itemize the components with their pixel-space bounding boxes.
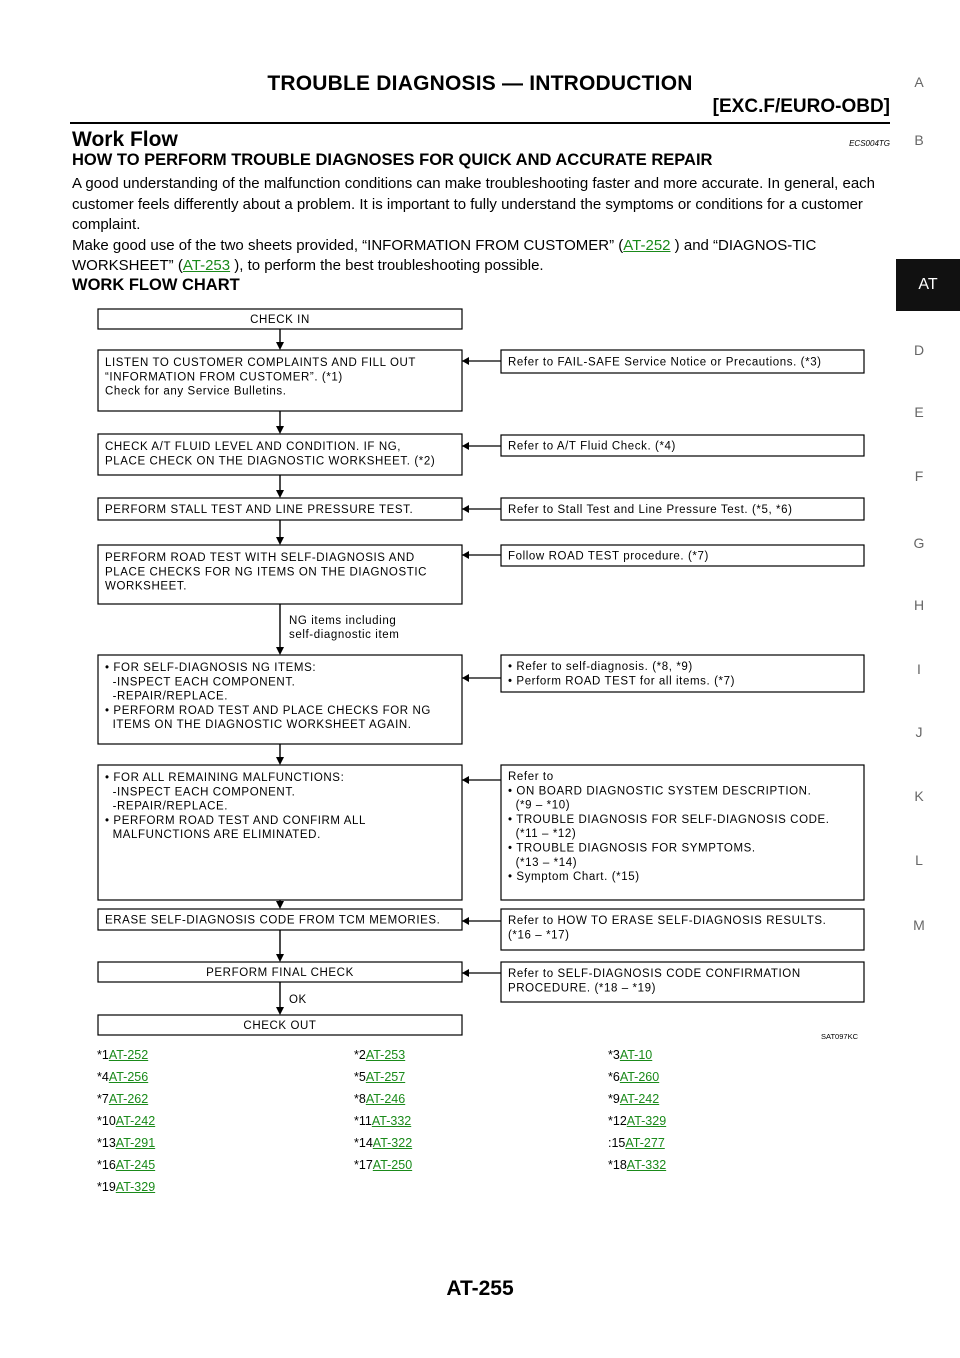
reference-item <box>97 1136 155 1150</box>
flow-note-text: Refer to <box>508 771 554 783</box>
flow-note-text: (*9 – *10) <box>508 799 571 812</box>
section-code: ECS004TG <box>849 139 890 148</box>
intro-text-part: Make good use of the two sheets provided, “INFORMATION FROM CUSTOMER” ( <box>72 236 624 254</box>
flow-step-text: ERASE SELF-DIAGNOSIS CODE FROM TCM MEMORIES. <box>105 914 441 927</box>
arrowhead-down-icon <box>276 901 284 909</box>
reference-link[interactable]: AT-256 <box>108 1070 149 1084</box>
flow-step-text: PERFORM FINAL CHECK <box>206 967 354 980</box>
reference-item <box>97 1092 148 1106</box>
reference-number: *13 <box>97 1136 116 1150</box>
flow-note-text: • TROUBLE DIAGNOSIS FOR SELF-DIAGNOSIS CODE. <box>508 813 830 826</box>
arrowhead-down-icon <box>276 342 284 350</box>
reference-number: *19 <box>97 1180 116 1194</box>
link-at-252[interactable]: AT-252 <box>623 236 671 254</box>
reference-item <box>608 1158 666 1172</box>
reference-item <box>97 1158 155 1172</box>
reference-link[interactable]: AT-245 <box>115 1158 156 1172</box>
flow-step-text: CHECK A/T FLUID LEVEL AND CONDITION. IF NG, <box>105 441 402 453</box>
reference-item <box>608 1114 666 1128</box>
flow-note-text: • ON BOARD DIAGNOSTIC SYSTEM DESCRIPTION. <box>508 785 812 798</box>
ok-label: OK <box>289 994 307 1006</box>
reference-number: *7 <box>97 1092 109 1106</box>
reference-link[interactable]: AT-260 <box>619 1070 660 1084</box>
arrowhead-down-icon <box>276 954 284 962</box>
arrowhead-down-icon <box>276 537 284 545</box>
reference-number: *3 <box>608 1048 620 1062</box>
page-number: AT-255 <box>446 1277 514 1300</box>
side-index-item[interactable]: G <box>913 535 925 551</box>
arrowhead-down-icon <box>276 1007 284 1015</box>
flow-note-text: Refer to Stall Test and Line Pressure Test. (*5, *6) <box>508 504 793 517</box>
flow-step-text: • FOR ALL REMAINING MALFUNCTIONS: <box>105 772 345 784</box>
flow-note-text: Refer to SELF-DIAGNOSIS CODE CONFIRMATION <box>508 968 801 980</box>
side-index-item[interactable]: E <box>914 404 924 420</box>
flow-note-text: PROCEDURE. (*18 – *19) <box>508 982 657 995</box>
section-index-sidebar <box>894 0 960 1358</box>
reference-link[interactable]: AT-291 <box>115 1136 156 1150</box>
flow-step-text: • PERFORM ROAD TEST AND PLACE CHECKS FOR NG <box>105 704 431 717</box>
reference-item <box>354 1158 412 1172</box>
arrowhead-left-icon <box>462 674 469 682</box>
arrowhead-left-icon <box>462 505 469 513</box>
flow-step-text: WORKSHEET. <box>105 580 188 593</box>
flow-note-text: Refer to HOW TO ERASE SELF-DIAGNOSIS RESULTS. <box>508 915 827 927</box>
side-index-item[interactable]: D <box>913 342 925 358</box>
side-index-item[interactable]: J <box>915 724 923 740</box>
branch-label: NG items including <box>289 615 397 627</box>
flow-note-text: • Perform ROAD TEST for all items. (*7) <box>508 675 736 688</box>
flow-step-text: “INFORMATION FROM CUSTOMER”. (*1) <box>105 371 343 384</box>
reference-item <box>354 1114 411 1128</box>
reference-number: *9 <box>608 1092 620 1106</box>
side-index-tab-active[interactable]: AT <box>896 259 960 311</box>
reference-number: *11 <box>354 1114 372 1128</box>
reference-link[interactable]: AT-253 <box>365 1048 406 1062</box>
flow-note-text: Refer to A/T Fluid Check. (*4) <box>508 440 676 453</box>
reference-number: *12 <box>608 1114 627 1128</box>
reference-item <box>608 1048 652 1062</box>
reference-link[interactable]: AT-332 <box>371 1114 412 1128</box>
reference-link[interactable]: AT-329 <box>626 1114 667 1128</box>
reference-link[interactable]: AT-252 <box>108 1048 149 1062</box>
flow-step-text: MALFUNCTIONS ARE ELIMINATED. <box>105 829 321 842</box>
reference-link[interactable]: AT-242 <box>619 1092 660 1106</box>
reference-item <box>608 1136 665 1150</box>
flow-step-text: • FOR SELF-DIAGNOSIS NG ITEMS: <box>105 662 317 674</box>
arrowhead-left-icon <box>462 917 469 925</box>
reference-number: *17 <box>354 1158 373 1172</box>
flow-note-text: (*16 – *17) <box>508 929 570 942</box>
flow-step-text: CHECK OUT <box>243 1020 317 1033</box>
reference-number: *2 <box>354 1048 366 1062</box>
arrowhead-left-icon <box>462 969 469 977</box>
reference-item <box>354 1070 405 1084</box>
arrowhead-left-icon <box>462 442 469 450</box>
flow-step-text: Check for any Service Bulletins. <box>105 385 287 398</box>
reference-link[interactable]: AT-332 <box>626 1158 667 1172</box>
arrowhead-down-icon <box>276 647 284 655</box>
flow-step-text: ITEMS ON THE DIAGNOSTIC WORKSHEET AGAIN. <box>105 719 412 732</box>
side-index-item[interactable]: L <box>915 852 923 868</box>
reference-number: *14 <box>354 1136 373 1150</box>
arrowhead-left-icon <box>462 776 469 784</box>
reference-item <box>97 1180 155 1194</box>
side-index-item[interactable]: K <box>914 788 924 804</box>
reference-number: *6 <box>608 1070 620 1084</box>
reference-link[interactable]: AT-277 <box>625 1136 665 1150</box>
intro-text-part: ), to perform the best troubleshooting possible. <box>230 257 544 274</box>
side-index-item[interactable]: F <box>914 468 924 484</box>
flow-note-text: Refer to FAIL-SAFE Service Notice or Precautions. (*3) <box>508 356 822 369</box>
reference-number: *1 <box>97 1048 109 1062</box>
side-index-item[interactable]: B <box>914 132 924 148</box>
work-flow-chart-title: WORK FLOW CHART <box>72 276 240 294</box>
figure-code: SAT097KC <box>821 1032 858 1041</box>
side-index-item[interactable]: A <box>914 74 924 90</box>
reference-number: *4 <box>97 1070 109 1084</box>
reference-link[interactable]: AT-242 <box>115 1114 156 1128</box>
flow-step-text: PLACE CHECK ON THE DIAGNOSTIC WORKSHEET. (*2) <box>105 455 436 468</box>
reference-item <box>354 1092 405 1106</box>
arrowhead-down-icon <box>276 490 284 498</box>
flow-note-text: Follow ROAD TEST procedure. (*7) <box>508 550 709 563</box>
reference-item <box>354 1136 412 1150</box>
reference-link[interactable]: AT-246 <box>365 1092 406 1106</box>
reference-number: *10 <box>97 1114 116 1128</box>
section-subtitle: HOW TO PERFORM TROUBLE DIAGNOSES FOR QUICK AND ACCURATE REPAIR <box>72 151 713 169</box>
flow-step-text: • PERFORM ROAD TEST AND CONFIRM ALL <box>105 814 367 827</box>
flow-note-text: (*13 – *14) <box>508 856 578 869</box>
flow-step-text: -INSPECT EACH COMPONENT. <box>105 786 296 799</box>
flow-step-text: CHECK IN <box>250 314 310 327</box>
arrowhead-down-icon <box>276 757 284 765</box>
section-title: Work Flow <box>72 128 178 151</box>
side-index-item[interactable]: H <box>913 597 925 613</box>
side-index-item[interactable]: I <box>917 661 921 677</box>
link-at-253[interactable]: AT-253 <box>182 257 231 274</box>
flow-step-text: PERFORM ROAD TEST WITH SELF-DIAGNOSIS AND <box>105 552 415 564</box>
intro-paragraph-1: A good understanding of the malfunction conditions can make troubleshooting faster and more accurate. In general, each customer feels differently about a problem. It is important to fully understand the symptoms or conditions for a customer complaint. <box>72 175 876 233</box>
flow-note-text: • TROUBLE DIAGNOSIS FOR SYMPTOMS. <box>508 842 756 855</box>
reference-number: *18 <box>608 1158 627 1172</box>
flow-note-text: • Refer to self-diagnosis. (*8, *9) <box>508 661 693 673</box>
reference-link[interactable]: AT-257 <box>365 1070 406 1084</box>
arrowhead-left-icon <box>462 551 469 559</box>
reference-link[interactable]: AT-262 <box>108 1092 149 1106</box>
reference-number: *16 <box>97 1158 116 1172</box>
flow-note-text: • Symptom Chart. (*15) <box>508 871 640 884</box>
arrowhead-left-icon <box>462 357 469 365</box>
flow-step-text: -INSPECT EACH COMPONENT. <box>105 676 296 689</box>
reference-link[interactable]: AT-250 <box>372 1158 413 1172</box>
flow-step-text: -REPAIR/REPLACE. <box>105 800 229 813</box>
reference-link[interactable]: AT-329 <box>115 1180 156 1194</box>
reference-item <box>97 1114 155 1128</box>
reference-number: *8 <box>354 1092 366 1106</box>
flow-step-text: LISTEN TO CUSTOMER COMPLAINTS AND FILL OUT <box>105 357 417 369</box>
reference-item <box>608 1070 659 1084</box>
reference-item <box>608 1092 659 1106</box>
flow-note-text: (*11 – *12) <box>508 828 577 841</box>
side-index-item[interactable]: M <box>913 917 925 933</box>
reference-number: *5 <box>354 1070 366 1084</box>
flow-step-text: PERFORM STALL TEST AND LINE PRESSURE TEST. <box>105 504 414 517</box>
reference-number: :15 <box>608 1136 626 1150</box>
page-header-subtitle: [EXC.F/EURO-OBD] <box>712 96 890 117</box>
reference-link[interactable]: AT-10 <box>619 1048 653 1062</box>
reference-item <box>97 1048 148 1062</box>
flow-step-text: -REPAIR/REPLACE. <box>105 690 229 703</box>
flow-step-text: PLACE CHECKS FOR NG ITEMS ON THE DIAGNOSTIC <box>105 566 428 579</box>
reference-link[interactable]: AT-322 <box>372 1136 413 1150</box>
arrowhead-down-icon <box>276 426 284 434</box>
reference-item <box>97 1070 148 1084</box>
intro-text-part: ) and “DIAGNOS-TIC WORKSHEET” ( <box>72 236 817 274</box>
branch-label: self-diagnostic item <box>289 629 400 641</box>
page-header-title: TROUBLE DIAGNOSIS — INTRODUCTION <box>267 72 693 95</box>
reference-item <box>354 1048 405 1062</box>
